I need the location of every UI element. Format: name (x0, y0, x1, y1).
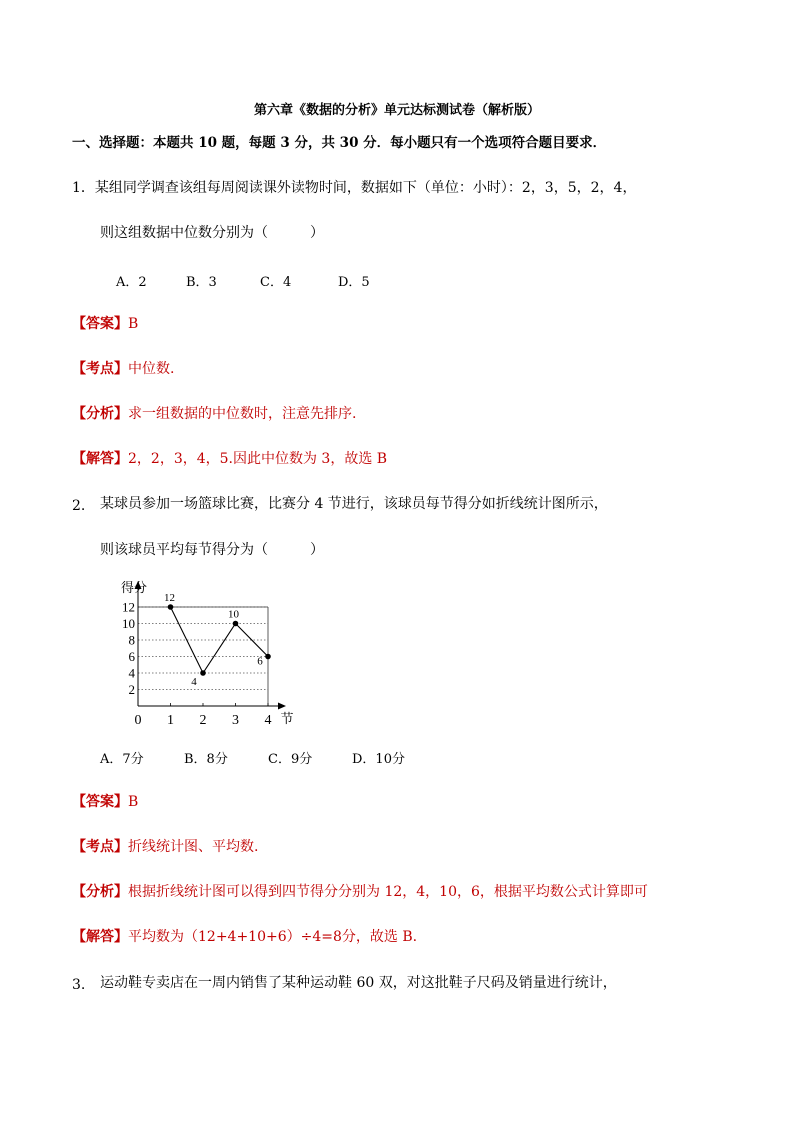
line-chart (100, 575, 305, 728)
y-tick-label-6: 6 (128, 649, 135, 664)
q1-option-c: C．4 (260, 275, 292, 290)
point-tag: 【考点】 (72, 839, 128, 855)
answer-tag: 【答案】 (72, 794, 128, 810)
q1-option-d: D．5 (338, 275, 370, 290)
x-tick-label-3: 3 (232, 713, 239, 728)
line-chart-svg (100, 575, 305, 728)
q1-stem-continued: 则这组数据中位数分别为（ ） (100, 225, 324, 241)
answer-tag: 【答案】 (72, 316, 128, 332)
q2-stem-continued: 则该球员平均每节得分为（ ） (100, 542, 324, 558)
y-tick-label-8: 8 (128, 632, 135, 648)
y-tick-label-2: 2 (128, 682, 135, 697)
solution-value: 2，2，3，4，5.因此中位数为 3，故选 B (128, 451, 388, 467)
x-tick-label-1: 1 (167, 713, 174, 728)
answer-value: B (128, 794, 139, 810)
point-tag: 【考点】 (72, 361, 128, 377)
y-tick-label-4: 4 (128, 665, 135, 681)
y-axis-label: 得分 (120, 580, 148, 595)
q1-answer-row (72, 315, 138, 333)
x-tick-label-2: 2 (199, 713, 207, 728)
q1-option-b: B．3 (186, 275, 217, 290)
q1-solution-row (72, 450, 387, 468)
y-tick-label-12: 12 (122, 599, 135, 615)
analysis-tag: 【分析】 (72, 884, 128, 900)
q2-solution-row (72, 928, 417, 946)
x-axis-arrow (278, 703, 286, 710)
q1-option-a: A．2 (116, 275, 147, 290)
data-label-4: 6 (257, 655, 263, 668)
q2-stem: 某球员参加一场篮球比赛，比赛分 4 节进行，该球员每节得分如折线统计图所示， (100, 496, 608, 512)
x-tick-label-4: 4 (264, 713, 272, 728)
q2-point-row (72, 838, 258, 856)
point-value: 中位数. (128, 361, 175, 377)
x-axis-label: 节 (280, 711, 294, 726)
data-point-3 (233, 621, 239, 627)
analysis-tag: 【分析】 (72, 406, 128, 422)
solution-tag: 【解答】 (72, 451, 128, 467)
y-tick-label-10: 10 (122, 616, 135, 631)
solution-value: 平均数为（12+4+10+6）÷4=8分，故选 B. (128, 929, 418, 945)
data-label-3: 10 (228, 608, 239, 621)
data-label-2: 4 (191, 676, 197, 688)
q3-number: 3. (72, 977, 86, 993)
q2-number: 2. (72, 498, 86, 514)
q2-answer-row (72, 793, 138, 811)
analysis-value: 根据折线统计图可以得到四节得分分别为 12，4，10，6，根据平均数公式计算即可 (128, 884, 648, 900)
x-tick-label-0: 0 (134, 713, 142, 728)
q1-point-row (72, 360, 174, 378)
q2-option-b: B．8分 (184, 752, 228, 767)
q2-option-c: C．9分 (268, 752, 313, 767)
q2-option-a: A．7分 (100, 752, 144, 767)
data-point-1 (168, 604, 174, 610)
data-point-2 (200, 670, 206, 676)
analysis-value: 求一组数据的中位数时，注意先排序. (128, 406, 357, 422)
solution-tag: 【解答】 (72, 929, 128, 945)
data-label-1: 12 (164, 592, 175, 604)
q3-stem: 运动鞋专卖店在一周内销售了某种运动鞋 60 双，对这批鞋子尺码及销量进行统计， (100, 975, 617, 991)
answer-value: B (128, 316, 139, 332)
q2-option-d: D．10分 (352, 752, 405, 767)
section-heading: 一、选择题：本题共 10 题，每题 3 分，共 30 分．每小题只有一个选项符合题目要求． (72, 135, 607, 151)
q1-analysis-row (72, 405, 356, 423)
q1-stem: 1．某组同学调查该组每周阅读课外读物时间，数据如下（单位：小时）：2，3，5，2，4， (72, 180, 637, 196)
point-value: 折线统计图、平均数. (128, 839, 259, 855)
q2-analysis-row (72, 883, 648, 901)
page-title: 第六章《数据的分析》单元达标测试卷（解析版） (253, 103, 540, 118)
data-point-4 (265, 654, 271, 660)
